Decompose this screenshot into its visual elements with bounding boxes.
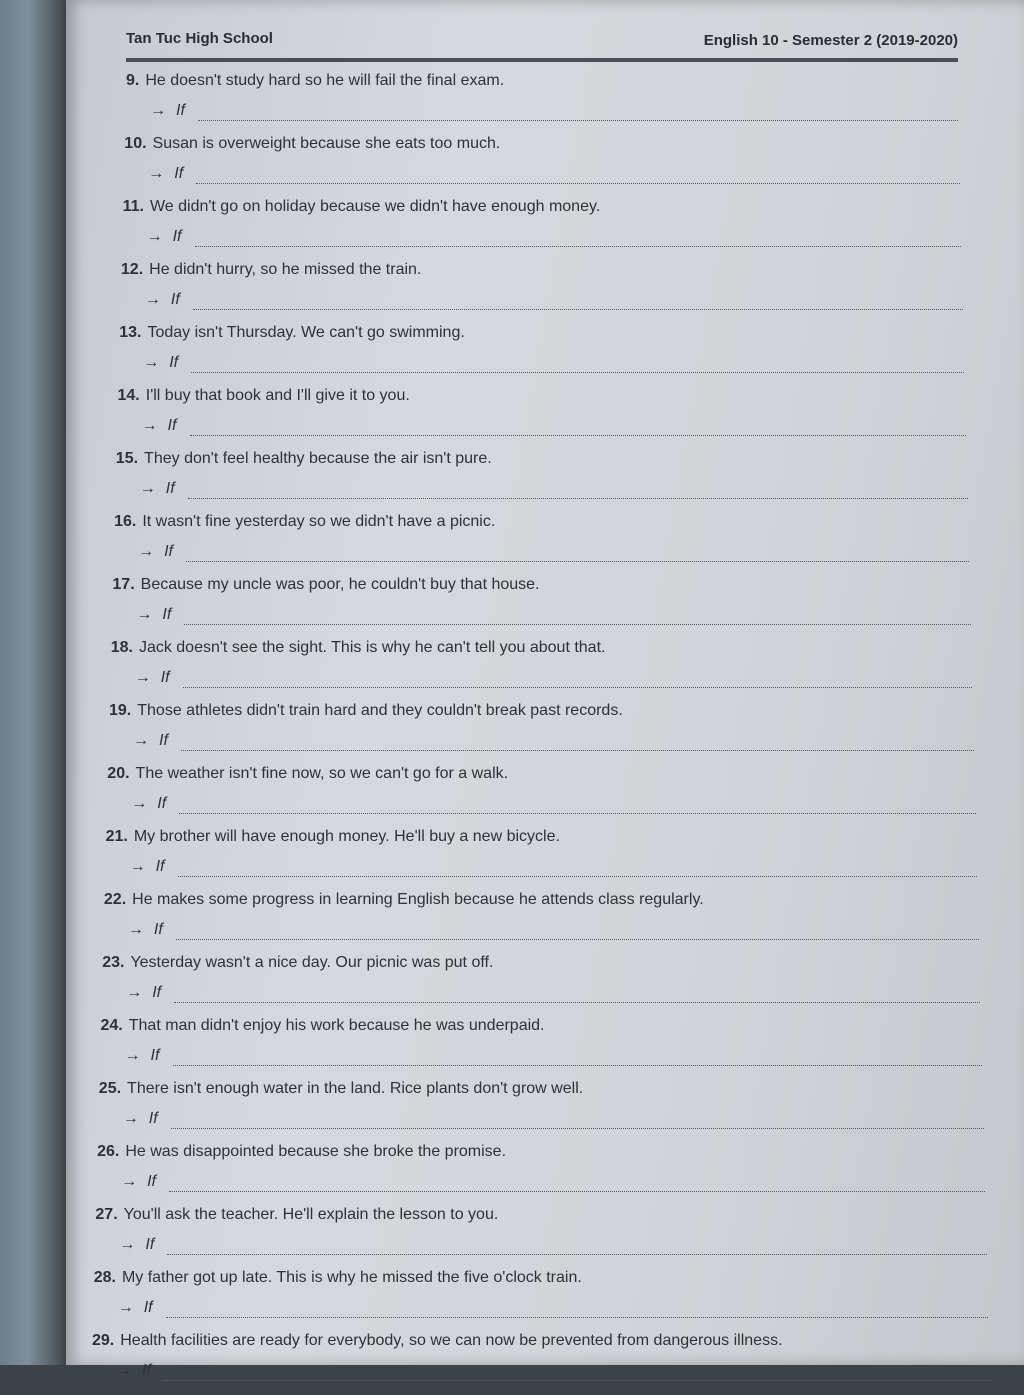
exercise-item xyxy=(66,72,1024,135)
school-name: Tan Tuc High School xyxy=(126,30,273,47)
exercise-number: 27. xyxy=(95,1206,118,1223)
book-spine xyxy=(0,0,70,1365)
exercise-number: 18. xyxy=(110,639,133,656)
exercise-question xyxy=(104,891,704,909)
answer-blank-line[interactable] xyxy=(178,876,978,877)
answer-lead-word: If xyxy=(159,732,168,749)
answer-row xyxy=(123,1110,984,1132)
answer-lead-word: If xyxy=(153,921,163,938)
answer-lead-word: If xyxy=(170,291,180,308)
arrow-icon: → xyxy=(146,228,163,245)
exercise-list xyxy=(66,72,1024,1395)
exercise-question xyxy=(102,954,493,972)
exercise-number: 20. xyxy=(107,765,130,782)
exercise-item xyxy=(66,891,1024,954)
arrow-icon: → xyxy=(129,858,146,875)
exercise-number: 13. xyxy=(119,324,142,341)
exercise-question xyxy=(107,765,508,783)
answer-blank-line[interactable] xyxy=(169,1191,985,1192)
answer-row xyxy=(125,1047,983,1069)
answer-lead-word: If xyxy=(142,1362,151,1379)
answer-blank-line[interactable] xyxy=(193,309,963,310)
answer-row xyxy=(133,732,974,754)
answer-lead-word: If xyxy=(145,1236,155,1253)
arrow-icon: → xyxy=(143,354,160,371)
answer-row xyxy=(121,1173,985,1195)
exercise-sentence: He didn't hurry, so he missed the train. xyxy=(149,261,422,278)
exercise-question xyxy=(106,828,560,846)
arrow-icon: → xyxy=(134,669,151,686)
arrow-icon: → xyxy=(127,921,144,938)
exercise-item xyxy=(66,135,1024,198)
exercise-question xyxy=(119,324,465,342)
answer-blank-line[interactable] xyxy=(196,183,959,184)
exercise-sentence: My brother will have enough money. He'll buy a new bicycle. xyxy=(133,828,560,845)
answer-lead-word: If xyxy=(164,543,173,560)
worksheet-page xyxy=(66,0,1024,1379)
answer-blank-line[interactable] xyxy=(164,1380,990,1381)
exercise-question xyxy=(94,1269,582,1287)
answer-lead-word: If xyxy=(169,354,179,371)
exercise-sentence: The weather isn't fine now, so we can't go for a walk. xyxy=(135,765,509,782)
arrow-icon: → xyxy=(117,1299,134,1316)
exercise-question xyxy=(109,702,623,720)
answer-blank-line[interactable] xyxy=(186,561,969,562)
answer-row xyxy=(126,984,980,1006)
answer-lead-word: If xyxy=(167,417,177,434)
exercise-number: 24. xyxy=(100,1017,123,1034)
answer-blank-line[interactable] xyxy=(174,1002,980,1003)
exercise-item xyxy=(66,576,1024,639)
exercise-question xyxy=(126,72,504,90)
exercise-item xyxy=(66,1143,1024,1206)
exercise-sentence: He makes some progress in learning English because he attends class regularly. xyxy=(132,891,704,908)
answer-blank-line[interactable] xyxy=(198,120,958,121)
exercise-question xyxy=(111,639,606,657)
exercise-item xyxy=(66,1017,1024,1080)
exercise-item xyxy=(66,702,1024,765)
answer-blank-line[interactable] xyxy=(176,939,979,940)
answer-blank-line[interactable] xyxy=(195,246,962,247)
arrow-icon: → xyxy=(136,606,153,623)
exercise-number: 29. xyxy=(92,1332,115,1349)
answer-row xyxy=(116,1362,990,1384)
exercise-item xyxy=(66,1269,1024,1332)
exercise-sentence: They don't feel healthy because the air isn't pure. xyxy=(144,450,492,467)
exercise-number: 23. xyxy=(102,954,125,971)
arrow-icon: → xyxy=(116,1362,132,1379)
exercise-sentence: Those athletes didn't train hard and they couldn't break past records. xyxy=(137,702,623,719)
answer-row xyxy=(142,417,967,439)
exercise-item xyxy=(66,765,1024,828)
exercise-sentence: It wasn't fine yesterday so we didn't have a picnic. xyxy=(142,513,496,530)
exercise-number: 15. xyxy=(115,450,139,467)
answer-row xyxy=(130,858,978,880)
arrow-icon: → xyxy=(141,417,158,434)
answer-row xyxy=(136,606,970,628)
exercise-sentence: That man didn't enjoy his work because he was underpaid. xyxy=(128,1017,545,1034)
arrow-icon: → xyxy=(131,795,148,812)
exercise-question xyxy=(114,513,495,531)
exercise-sentence: Health facilities are ready for everybody, so we can now be prevented from dangerous illness. xyxy=(120,1332,783,1349)
exercise-sentence: We didn't go on holiday because we didn't have enough money. xyxy=(149,198,601,215)
answer-row xyxy=(131,795,975,817)
exercise-item xyxy=(66,324,1024,387)
exercise-item xyxy=(66,261,1024,324)
arrow-icon: → xyxy=(122,1110,139,1127)
answer-row xyxy=(138,543,969,565)
exercise-number: 25. xyxy=(98,1080,122,1097)
answer-lead-word: If xyxy=(165,480,175,497)
exercise-number: 28. xyxy=(93,1269,116,1286)
arrow-icon: → xyxy=(126,984,143,1001)
exercise-item xyxy=(66,828,1024,891)
exercise-sentence: Jack doesn't see the sight. This is why he can't tell you about that. xyxy=(138,639,606,656)
answer-row xyxy=(147,228,962,250)
answer-blank-line[interactable] xyxy=(181,750,974,751)
exercise-sentence: Today isn't Thursday. We can't go swimming. xyxy=(147,324,465,341)
answer-lead-word: If xyxy=(176,102,185,119)
exercise-item xyxy=(66,639,1024,702)
exercise-number: 14. xyxy=(117,387,140,404)
exercise-question xyxy=(118,387,410,405)
exercise-question xyxy=(97,1143,506,1161)
exercise-item xyxy=(66,450,1024,513)
exercise-number: 17. xyxy=(112,576,135,593)
answer-row xyxy=(145,291,963,313)
answer-row xyxy=(118,1299,989,1321)
exercise-question xyxy=(121,261,421,279)
answer-lead-word: If xyxy=(155,858,165,875)
exercise-sentence: He doesn't study hard so he will fail the final exam. xyxy=(145,72,505,89)
arrow-icon: → xyxy=(121,1173,138,1190)
exercise-item xyxy=(66,1206,1024,1269)
answer-row xyxy=(150,102,958,124)
answer-blank-line[interactable] xyxy=(188,498,968,499)
exercise-number: 11. xyxy=(122,198,144,215)
answer-lead-word: If xyxy=(172,228,182,245)
arrow-icon: → xyxy=(148,165,165,182)
exercise-question xyxy=(95,1206,498,1224)
exercise-sentence: There isn't enough water in the land. Rice plants don't grow well. xyxy=(127,1080,584,1097)
exercise-number: 21. xyxy=(105,828,128,845)
answer-blank-line[interactable] xyxy=(173,1065,983,1066)
answer-lead-word: If xyxy=(162,606,172,623)
exercise-number: 9. xyxy=(126,72,140,89)
exercise-sentence: You'll ask the teacher. He'll explain the lesson to you. xyxy=(123,1206,499,1223)
arrow-icon: → xyxy=(124,1047,141,1064)
exercise-question xyxy=(92,1332,783,1350)
answer-blank-line[interactable] xyxy=(167,1254,986,1255)
answer-lead-word: If xyxy=(160,669,170,686)
exercise-sentence: My father got up late. This is why he missed the five o'clock train. xyxy=(121,1269,582,1286)
answer-row xyxy=(128,921,979,943)
page-header xyxy=(126,28,958,62)
exercise-question xyxy=(99,1080,583,1098)
answer-lead-word: If xyxy=(152,984,162,1001)
exercise-item xyxy=(66,1080,1024,1143)
exercise-number: 16. xyxy=(114,513,137,530)
arrow-icon: → xyxy=(144,291,161,308)
exercise-question xyxy=(123,198,601,216)
arrow-icon: → xyxy=(138,543,155,560)
answer-row xyxy=(135,669,973,691)
course-title: English 10 - Semester 2 (2019-2020) xyxy=(703,32,958,49)
exercise-number: 10. xyxy=(124,135,147,152)
exercise-number: 19. xyxy=(109,702,132,719)
exercise-number: 26. xyxy=(97,1143,120,1160)
answer-row xyxy=(140,480,968,502)
exercise-question xyxy=(112,576,539,594)
exercise-item xyxy=(66,387,1024,450)
exercise-sentence: Yesterday wasn't a nice day. Our picnic was put off. xyxy=(130,954,494,971)
answer-lead-word: If xyxy=(148,1110,158,1127)
answer-lead-word: If xyxy=(143,1299,153,1316)
exercise-sentence: Because my uncle was poor, he couldn't buy that house. xyxy=(140,576,540,593)
exercise-item xyxy=(66,513,1024,576)
answer-row xyxy=(143,354,964,376)
exercise-item xyxy=(66,954,1024,1017)
exercise-sentence: He was disappointed because she broke the promise. xyxy=(125,1143,507,1160)
arrow-icon: → xyxy=(139,480,156,497)
answer-blank-line[interactable] xyxy=(166,1317,989,1318)
exercise-question xyxy=(101,1017,545,1035)
answer-lead-word: If xyxy=(174,165,184,182)
exercise-number: 22. xyxy=(103,891,127,908)
exercise-sentence: Susan is overweight because she eats too much. xyxy=(152,135,501,152)
arrow-icon: → xyxy=(119,1236,136,1253)
answer-blank-line[interactable] xyxy=(190,435,967,436)
exercise-number: 12. xyxy=(120,261,144,278)
answer-row xyxy=(148,165,959,187)
arrow-icon: → xyxy=(150,102,166,119)
answer-row xyxy=(119,1236,986,1258)
exercise-question xyxy=(116,450,492,468)
exercise-item xyxy=(66,1332,1024,1395)
arrow-icon: → xyxy=(133,732,149,749)
answer-lead-word: If xyxy=(147,1173,156,1190)
exercise-sentence: I'll buy that book and I'll give it to you. xyxy=(145,387,410,404)
answer-blank-line[interactable] xyxy=(191,372,964,373)
answer-blank-line[interactable] xyxy=(183,687,973,688)
exercise-item xyxy=(66,198,1024,261)
answer-lead-word: If xyxy=(157,795,167,812)
answer-blank-line[interactable] xyxy=(179,813,975,814)
answer-lead-word: If xyxy=(150,1047,160,1064)
exercise-question xyxy=(124,135,500,153)
answer-blank-line[interactable] xyxy=(184,624,970,625)
answer-blank-line[interactable] xyxy=(171,1128,984,1129)
